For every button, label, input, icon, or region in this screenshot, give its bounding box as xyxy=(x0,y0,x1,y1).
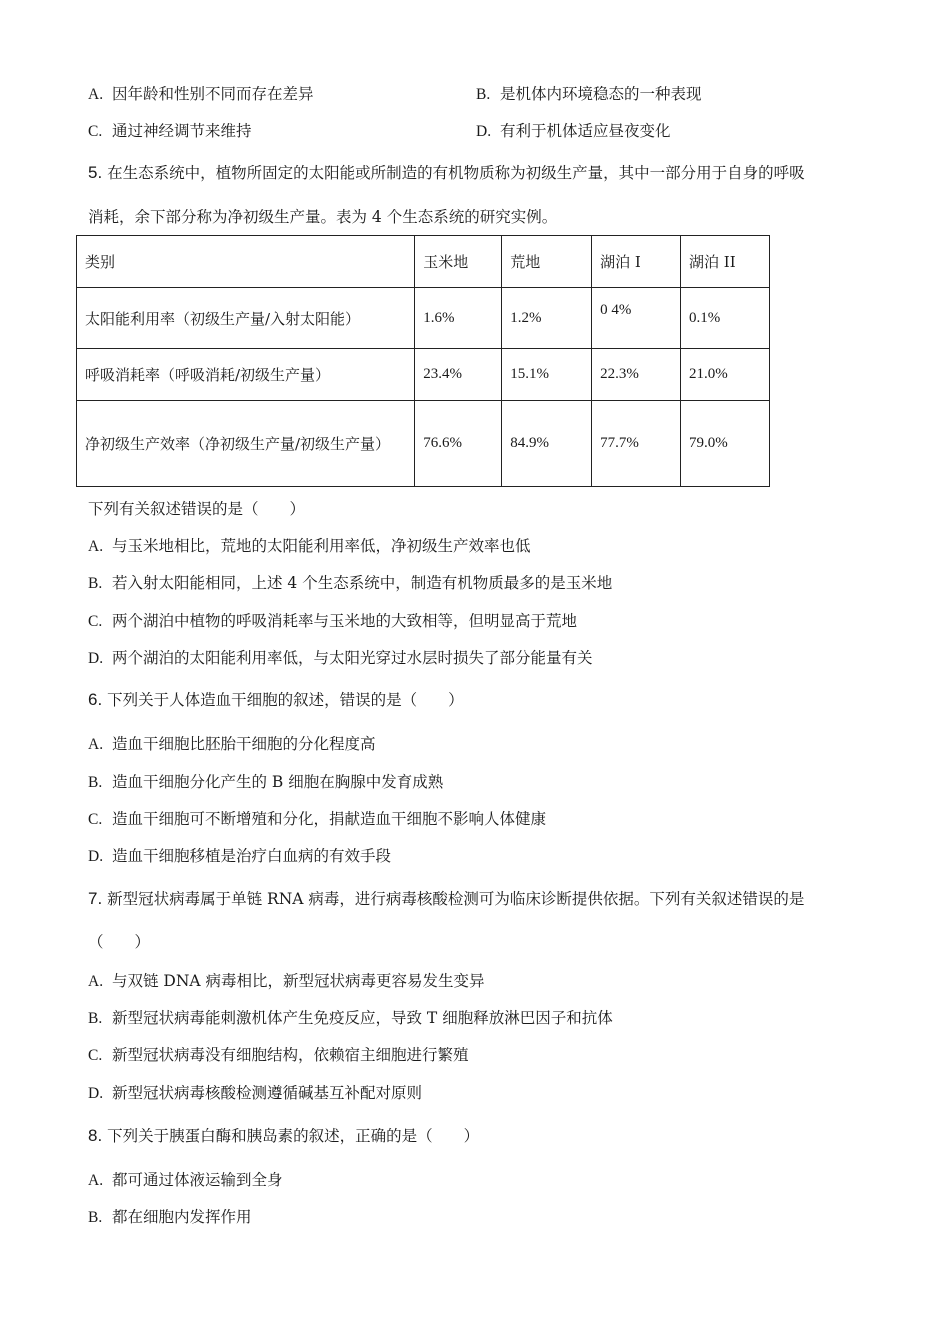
q5-option-a: A. 与玉米地相比，荒地的太阳能利用率低，净初级生产效率也低 xyxy=(88,537,531,555)
q5-option-b: B. 若入射太阳能相同，上述 4 个生态系统中，制造有机物质最多的是玉米地 xyxy=(88,574,613,592)
q7-option-b: B. 新型冠状病毒能刺激机体产生免疫反应，导致 T 细胞释放淋巴因子和抗体 xyxy=(88,1009,613,1027)
q7-option-c: C. 新型冠状病毒没有细胞结构，依赖宿主细胞进行繁殖 xyxy=(88,1046,469,1064)
q6-option-c: C. 造血干细胞可不断增殖和分化，捐献造血干细胞不影响人体健康 xyxy=(88,810,547,828)
table-row-label: 呼吸消耗率（呼吸消耗/初级生产量） xyxy=(77,349,415,401)
q7-option-a: A. 与双链 DNA 病毒相比，新型冠状病毒更容易发生变异 xyxy=(88,972,485,990)
table-row xyxy=(77,401,770,487)
table-cell: 79.0% xyxy=(681,401,770,487)
table-cell: 0 4% xyxy=(592,288,681,349)
q6-option-d: D. 造血干细胞移植是治疗白血病的有效手段 xyxy=(88,847,392,865)
q8-option-a: A. 都可通过体液运输到全身 xyxy=(88,1171,283,1189)
q4-option-c: C. 通过神经调节来维持 xyxy=(88,122,252,140)
table-row-label: 净初级生产效率（净初级生产量/初级生产量） xyxy=(77,401,415,487)
q5-stem-line2: 消耗，余下部分称为净初级生产量。表为 4 个生态系统的研究实例。 xyxy=(88,208,558,226)
table-row-label: 太阳能利用率（初级生产量/入射太阳能） xyxy=(77,288,415,349)
table-cell: 76.6% xyxy=(415,401,502,487)
q8-option-b: B. 都在细胞内发挥作用 xyxy=(88,1208,252,1226)
question-number: 6. xyxy=(88,690,103,709)
q5-option-d: D. 两个湖泊的太阳能利用率低，与太阳光穿过水层时损失了部分能量有关 xyxy=(88,649,593,667)
q8-stem: 8. 下列关于胰蛋白酶和胰岛素的叙述，正确的是（ ） xyxy=(88,1126,480,1145)
table-cell: 23.4% xyxy=(415,349,502,401)
table-header-cell: 湖泊 I xyxy=(592,236,681,288)
q6-stem: 6. 下列关于人体造血干细胞的叙述，错误的是（ ） xyxy=(88,690,464,709)
q4-option-a: A. 因年龄和性别不同而存在差异 xyxy=(88,85,314,103)
q4-option-d: D. 有利于机体适应昼夜变化 xyxy=(476,122,671,140)
table-cell: 84.9% xyxy=(502,401,592,487)
table-cell: 21.0% xyxy=(681,349,770,401)
table-cell: 22.3% xyxy=(592,349,681,401)
question-number: 7. xyxy=(88,889,103,908)
table-cell: 15.1% xyxy=(502,349,592,401)
q7-stem-line1: 7. 新型冠状病毒属于单链 RNA 病毒，进行病毒核酸检测可为临床诊断提供依据。下列有关叙述错误的是 xyxy=(88,889,805,908)
table-header-cell: 荒地 xyxy=(502,236,592,288)
question-number: 8. xyxy=(88,1126,103,1145)
table-cell: 77.7% xyxy=(592,401,681,487)
table-cell: 0.1% xyxy=(681,288,770,349)
q6-option-a: A. 造血干细胞比胚胎干细胞的分化程度高 xyxy=(88,735,376,753)
q5-stem-line1: 5. 在生态系统中，植物所固定的太阳能或所制造的有机物质称为初级生产量，其中一部分用于自身的呼吸 xyxy=(88,163,805,182)
table-cell: 1.6% xyxy=(415,288,502,349)
question-number: 5. xyxy=(88,163,103,182)
table-row xyxy=(77,349,770,401)
table-cell: 1.2% xyxy=(502,288,592,349)
q7-option-d: D. 新型冠状病毒核酸检测遵循碱基互补配对原则 xyxy=(88,1084,423,1102)
table-header-cell: 类别 xyxy=(77,236,415,288)
ecosystem-table xyxy=(76,235,770,487)
q5-option-c: C. 两个湖泊中植物的呼吸消耗率与玉米地的大致相等，但明显高于荒地 xyxy=(88,612,578,630)
table-header-cell: 玉米地 xyxy=(415,236,502,288)
q7-stem-line2: （ ） xyxy=(88,933,151,951)
q6-option-b: B. 造血干细胞分化产生的 B 细胞在胸腺中发育成熟 xyxy=(88,773,444,791)
table-row xyxy=(77,288,770,349)
table-header-row xyxy=(77,236,770,288)
q5-question: 下列有关叙述错误的是（ ） xyxy=(88,500,306,518)
table-header-cell: 湖泊 II xyxy=(681,236,770,288)
q4-option-b: B. 是机体内环境稳态的一种表现 xyxy=(476,85,702,103)
